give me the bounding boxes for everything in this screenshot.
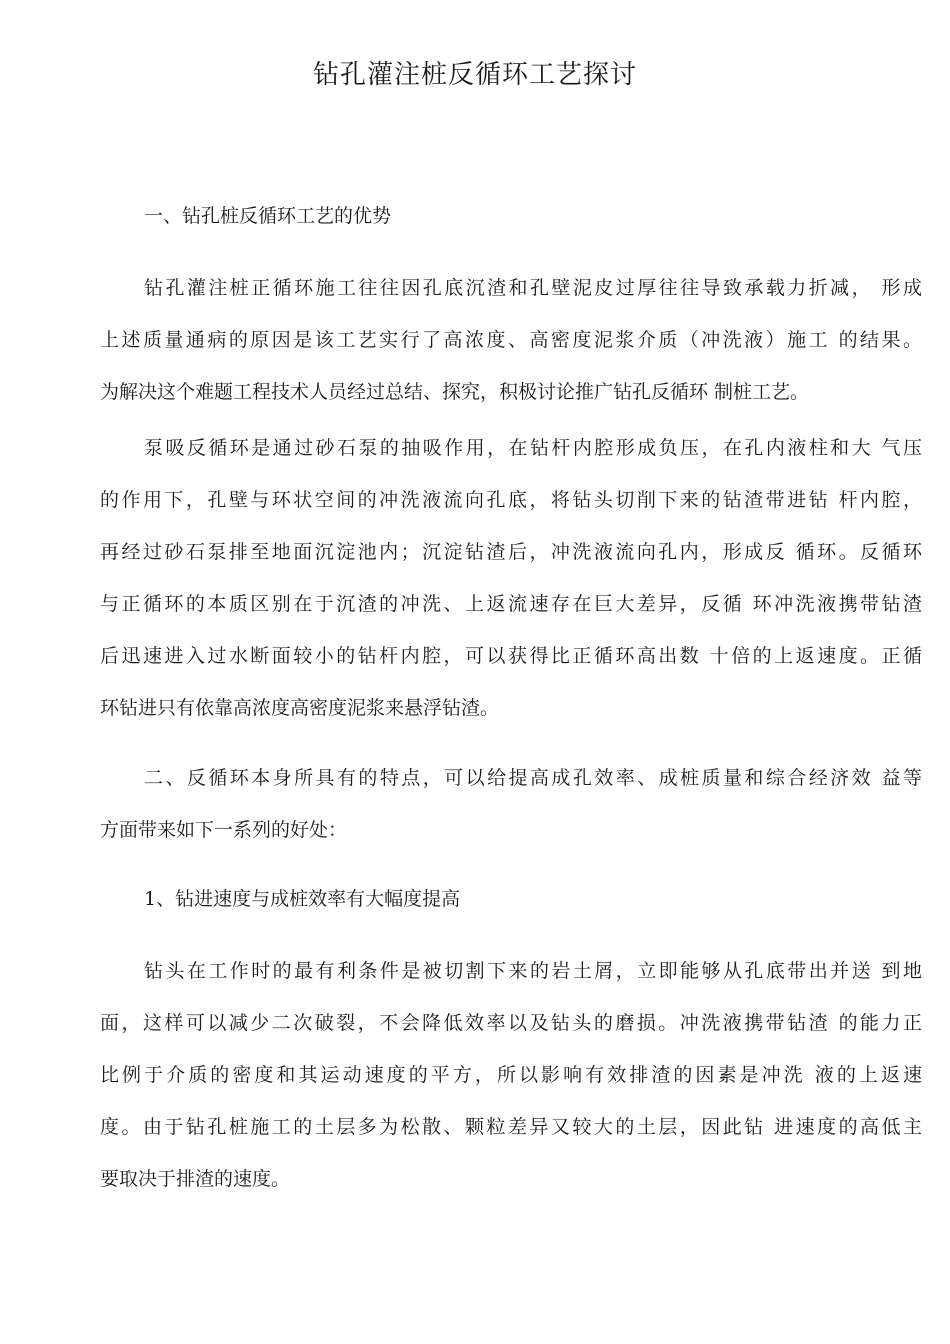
paragraph-line: 环钻进只有依靠高浓度高密度泥浆来悬浮钻渣。: [100, 697, 500, 719]
section-heading-1: 一、钻孔桩反循环工艺的优势: [144, 205, 392, 227]
paragraph-line: 的作用下，孔壁与环状空间的冲洗液流向孔底，将钻头切削下来的钻渣带进钻 杆内腔，: [100, 489, 922, 511]
paragraph-line: 再经过砂石泵排至地面沉淀池内；沉淀钻渣后，冲洗液流向孔内，形成反 循环。反循环: [100, 541, 922, 563]
paragraph-line: 度。由于钻孔桩施工的土层多为松散、颗粒差异又较大的土层，因此钻 进速度的高低主: [100, 1116, 922, 1138]
paragraph-line: 上述质量通病的原因是该工艺实行了高浓度、高密度泥浆介质（冲洗液）施工 的结果。: [100, 329, 922, 351]
paragraph-line: 方面带来如下一系列的好处：: [100, 819, 348, 841]
paragraph-1: [100, 262, 922, 418]
paragraph-line: 与正循环的本质区别在于沉渣的冲洗、上返流速存在巨大差异，反循 环冲洗液携带钻渣: [100, 593, 922, 615]
paragraph-line: 泵吸反循环是通过砂石泵的抽吸作用，在钻杆内腔形成负压，在孔内液柱和大 气压: [144, 437, 922, 459]
paragraph-line: 面，这样可以减少二次破裂，不会降低效率以及钻头的磨损。冲洗液携带钻渣 的能力正: [100, 1012, 922, 1034]
paragraph-line: 后迅速进入过水断面较小的钻杆内腔，可以获得比正循环高出数 十倍的上返速度。正循: [100, 645, 922, 667]
paragraph-line: 钻头在工作时的最有利条件是被切割下来的岩土屑，立即能够从孔底带出并送 到地: [144, 960, 922, 982]
paragraph-2: [100, 422, 922, 734]
paragraph-line: 要取决于排渣的速度。: [100, 1168, 291, 1190]
paragraph-line: 比例于介质的密度和其运动速度的平方，所以影响有效排渣的因素是冲洗 液的上返速: [100, 1064, 922, 1086]
paragraph-line: 为解决这个难题工程技术人员经过总结、探究，积极讨论推广钻孔反循环 制桩工艺。: [100, 381, 810, 403]
paragraph-4: [100, 945, 922, 1205]
paragraph-3: [100, 752, 922, 856]
section-heading-2: 1、钻进速度与成桩效率有大幅度提高: [144, 888, 461, 910]
paragraph-line: 钻孔灌注桩正循环施工往往因孔底沉渣和孔壁泥皮过厚往往导致承载力折减， 形成: [144, 277, 922, 299]
document-title: 钻孔灌注桩反循环工艺探讨: [312, 60, 637, 90]
paragraph-line: 二、反循环本身所具有的特点，可以给提高成孔效率、成桩质量和综合经济效 益等: [144, 767, 922, 789]
